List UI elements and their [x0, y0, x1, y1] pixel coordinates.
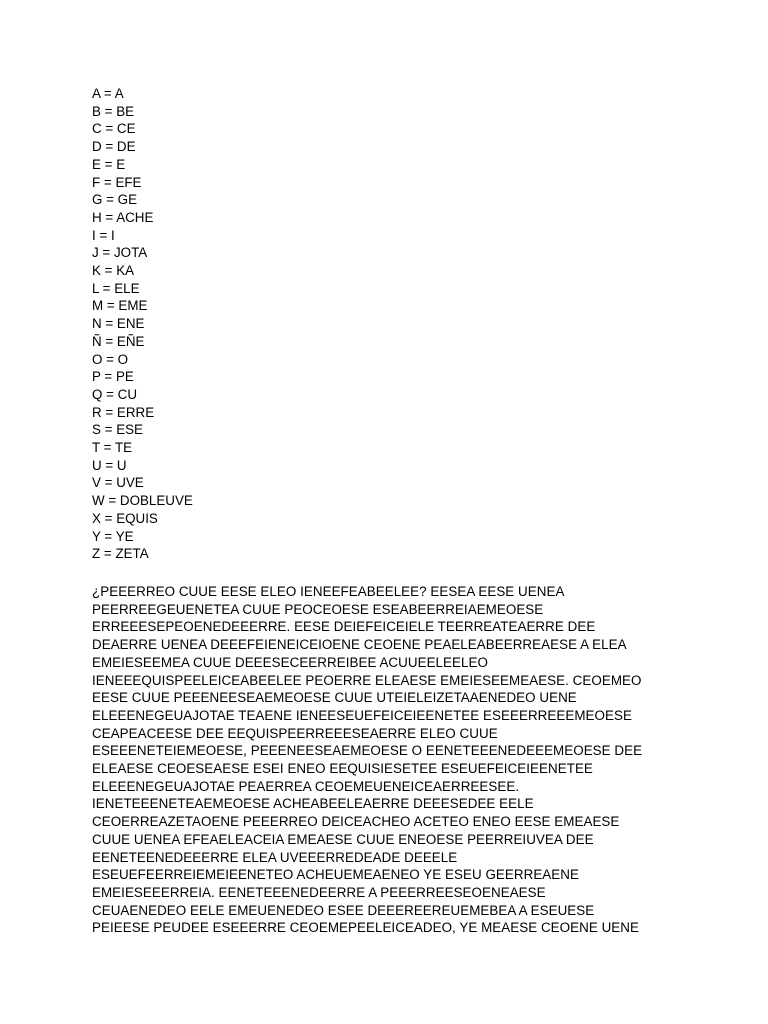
alphabet-entry: R = ERRE [92, 404, 155, 420]
alphabet-entry: S = ESE [92, 422, 143, 438]
paragraph-line: ESEEENETEIEMEOESE, PEEENEESEAEMEOESE O EENETEEENEDEEEMEOESE DEE [92, 743, 643, 759]
spelled-out-paragraph [92, 583, 682, 937]
paragraph-line: IENEEEQUISPEELEICEABEELEE PEOERRE ELEAESE EMEIESEEMEAESE. CEOEMEO [92, 672, 642, 688]
alphabet-entry: V = UVE [92, 475, 144, 491]
alphabet-entry: E = E [92, 156, 126, 172]
alphabet-entry: U = U [92, 457, 127, 473]
alphabet-entry: I = I [92, 227, 115, 243]
alphabet-entry: Ñ = EÑE [92, 333, 145, 349]
paragraph-line: EENETEENEDEEERRE ELEA UVEEERREDEADE DEEELE [92, 849, 458, 865]
alphabet-entry: W = DOBLEUVE [92, 493, 193, 509]
paragraph-line: CEOERREAZETAOENE PEEERREO DEICEACHEO ACETEO ENEO EESE EMEAESE [92, 814, 620, 830]
paragraph-line: ESEUEFEERREIEMEIEENETEO ACHEUEMEAENEO YE ESEU GEERREAENE [92, 867, 579, 883]
paragraph-line: ELEAESE CEOESEAESE ESEI ENEO EEQUISIESETEE ESEUEFEICEIEENETEE [92, 761, 593, 777]
paragraph-line: PEERREEGEUENETEA CUUE PEOCEOESE ESEABEERREIAEMEOESE [92, 601, 544, 617]
alphabet-entry: D = DE [92, 139, 136, 155]
alphabet-entry: O = O [92, 351, 129, 367]
alphabet-entry: A = A [92, 86, 124, 101]
alphabet-entry: G = GE [92, 192, 138, 208]
paragraph-line: CUUE UENEA EFEAELEACEIA EMEAESE CUUE ENEOESE PEERREIUVEA DEE [92, 831, 594, 847]
alphabet-entry: B = BE [92, 103, 135, 119]
alphabet-entry: X = EQUIS [92, 510, 158, 526]
paragraph-line: EMEIESEEERREIA. EENETEEENEDEERRE A PEEERREESEOENEAESE [92, 884, 546, 900]
alphabet-entry: M = EME [92, 298, 148, 314]
paragraph-line: ELEEENEGEUAJOTAE PEAERREA CEOEMEUENEICEAERREESEE. [92, 778, 520, 794]
paragraph-line: IENETEEENETEAEMEOESE ACHEABEELEAERRE DEEESEDEE EELE [92, 796, 534, 812]
alphabet-entry: H = ACHE [92, 209, 154, 225]
alphabet-entry: J = JOTA [92, 245, 148, 261]
paragraph-line: ERREEESEPEOENEDEEERRE. EESE DEIEFEICEIELE TEERREATEAERRE DEE [92, 619, 596, 635]
paragraph-line: ELEEENEGEUAJOTAE TEAENE IENEESEUEFEICEIEENETEE ESEEERREEEMEOESE [92, 707, 632, 723]
paragraph-line: PEIEESE PEUDEE ESEEERRE CEOEMEPEELEICEADEO, YE MEAESE CEOENE UENE [92, 920, 639, 936]
paragraph-line: DEAERRE UENEA DEEEFEIENEICEIOENE CEOENE PEAELEABEERREAESE A ELEA [92, 637, 627, 653]
alphabet-list [92, 85, 682, 563]
alphabet-entry: P = PE [92, 369, 134, 385]
paragraph-line: EMEIESEEMEA CUUE DEEESECEERREIBEE ACUUEELEELEO [92, 654, 488, 670]
alphabet-entry: L = ELE [92, 280, 140, 296]
alphabet-entry: C = CE [92, 121, 136, 137]
alphabet-entry: F = EFE [92, 174, 142, 190]
alphabet-entry: K = KA [92, 263, 135, 279]
alphabet-entry: Q = CU [92, 386, 138, 402]
alphabet-entry: Y = YE [92, 528, 134, 544]
alphabet-entry: T = TE [92, 440, 133, 456]
alphabet-entry: Z = ZETA [92, 546, 149, 562]
paragraph-line: ¿PEEERREO CUUE EESE ELEO IENEEFEABEELEE? EESEA EESE UENEA [92, 583, 565, 599]
document-page [92, 85, 682, 937]
paragraph-line: EESE CUUE PEEENEESEAEMEOESE CUUE UTEIELEIZETAAENEDEO UENE [92, 690, 577, 706]
paragraph-line: CEUAENEDEO EELE EMEUENEDEO ESEE DEEEREEREUEMEBEA A ESEUESE [92, 902, 595, 918]
paragraph-line: CEAPEACEESE DEE EEQUISPEERREEESEAERRE ELEO CUUE [92, 725, 498, 741]
alphabet-entry: N = ENE [92, 316, 145, 332]
